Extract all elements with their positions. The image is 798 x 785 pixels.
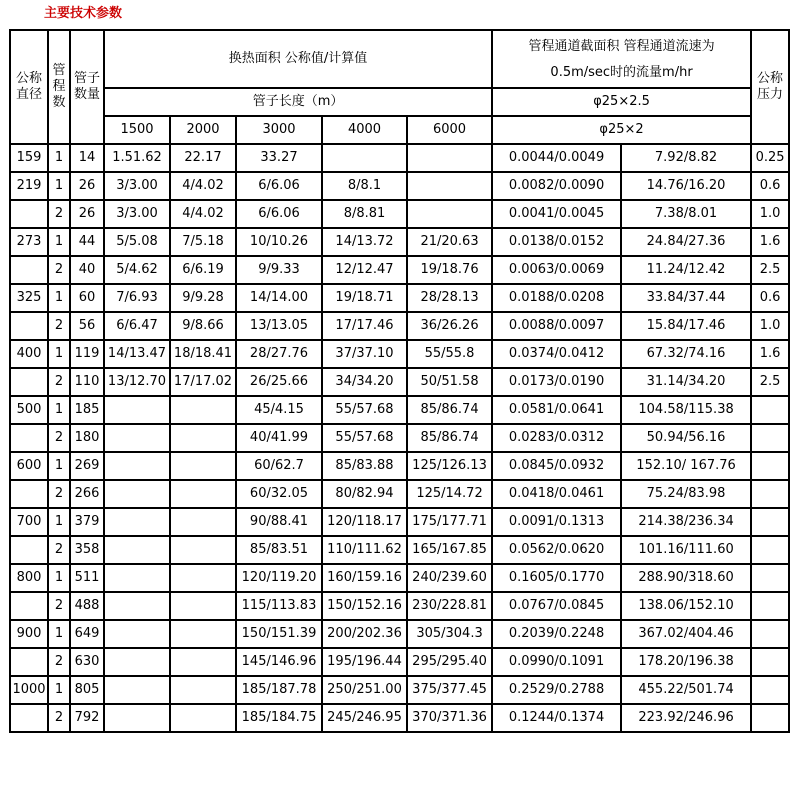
cell-area-2000 [170, 704, 236, 732]
cell-nominal-pressure: 1.6 [751, 340, 789, 368]
cell-flow-rate: 50.94/56.16 [621, 424, 751, 452]
cell-area-4000: 200/202.36 [322, 620, 407, 648]
cell-nominal-pressure: 1.6 [751, 228, 789, 256]
cell-area-1500 [104, 480, 170, 508]
cell-nominal-diameter: 159 [10, 144, 48, 172]
cell-area-2000 [170, 424, 236, 452]
cell-nominal-diameter [10, 200, 48, 228]
cell-nominal-pressure: 0.25 [751, 144, 789, 172]
cell-nominal-diameter: 400 [10, 340, 48, 368]
table-row [10, 340, 789, 368]
cell-area-4000: 150/152.16 [322, 592, 407, 620]
cell-section-area: 0.0044/0.0049 [492, 144, 621, 172]
cell-tube-passes: 1 [48, 172, 70, 200]
cell-tube-passes: 1 [48, 564, 70, 592]
cell-area-6000: 305/304.3 [407, 620, 492, 648]
table-row [10, 564, 789, 592]
cell-section-area: 0.0082/0.0090 [492, 172, 621, 200]
cell-nominal-diameter: 700 [10, 508, 48, 536]
cell-flow-rate: 455.22/501.74 [621, 676, 751, 704]
cell-area-2000 [170, 508, 236, 536]
cell-tube-count: 44 [70, 228, 104, 256]
table-row [10, 312, 789, 340]
cell-tube-passes: 1 [48, 228, 70, 256]
table-row [10, 480, 789, 508]
table-row [10, 424, 789, 452]
cell-area-2000 [170, 452, 236, 480]
cell-flow-rate: 152.10/ 167.76 [621, 452, 751, 480]
cell-area-4000: 85/83.88 [322, 452, 407, 480]
header-tube-passes: 管程数 [48, 30, 70, 144]
cell-area-3000: 145/146.96 [236, 648, 322, 676]
header-flow [492, 30, 751, 88]
cell-area-3000: 150/151.39 [236, 620, 322, 648]
table-row [10, 620, 789, 648]
cell-area-6000: 230/228.81 [407, 592, 492, 620]
cell-section-area: 0.2039/0.2248 [492, 620, 621, 648]
cell-nominal-diameter [10, 368, 48, 396]
cell-flow-rate: 223.92/246.96 [621, 704, 751, 732]
table-row [10, 592, 789, 620]
cell-tube-passes: 1 [48, 452, 70, 480]
cell-area-3000: 14/14.00 [236, 284, 322, 312]
cell-tube-count: 805 [70, 676, 104, 704]
cell-section-area: 0.0990/0.1091 [492, 648, 621, 676]
cell-area-3000: 40/41.99 [236, 424, 322, 452]
cell-area-6000: 165/167.85 [407, 536, 492, 564]
cell-nominal-diameter [10, 648, 48, 676]
cell-area-4000: 80/82.94 [322, 480, 407, 508]
cell-nominal-pressure [751, 424, 789, 452]
cell-flow-rate: 138.06/152.10 [621, 592, 751, 620]
cell-section-area: 0.0767/0.0845 [492, 592, 621, 620]
cell-tube-passes: 1 [48, 396, 70, 424]
cell-section-area: 0.0418/0.0461 [492, 480, 621, 508]
cell-area-3000: 185/187.78 [236, 676, 322, 704]
cell-area-3000: 45/4.15 [236, 396, 322, 424]
table-row [10, 704, 789, 732]
cell-area-4000: 120/118.17 [322, 508, 407, 536]
cell-nominal-diameter: 325 [10, 284, 48, 312]
cell-flow-rate: 14.76/16.20 [621, 172, 751, 200]
header-flow-line1: 管程通道截面积 管程通道流速为 [528, 39, 715, 54]
cell-area-6000 [407, 172, 492, 200]
cell-area-6000: 85/86.74 [407, 424, 492, 452]
cell-area-4000: 14/13.72 [322, 228, 407, 256]
cell-area-1500 [104, 508, 170, 536]
cell-tube-passes: 2 [48, 312, 70, 340]
cell-nominal-diameter [10, 480, 48, 508]
cell-area-6000: 21/20.63 [407, 228, 492, 256]
cell-area-1500: 3/3.00 [104, 200, 170, 228]
cell-tube-count: 26 [70, 172, 104, 200]
cell-area-1500 [104, 648, 170, 676]
cell-area-6000: 295/295.40 [407, 648, 492, 676]
cell-area-6000: 28/28.13 [407, 284, 492, 312]
cell-area-2000: 22.17 [170, 144, 236, 172]
header-heat-area: 换热面积 公称值/计算值 [104, 30, 492, 88]
cell-flow-rate: 24.84/27.36 [621, 228, 751, 256]
cell-area-6000: 375/377.45 [407, 676, 492, 704]
cell-tube-count: 358 [70, 536, 104, 564]
cell-nominal-pressure [751, 536, 789, 564]
cell-area-1500 [104, 452, 170, 480]
cell-nominal-pressure [751, 508, 789, 536]
table-row [10, 508, 789, 536]
cell-flow-rate: 104.58/115.38 [621, 396, 751, 424]
cell-area-1500: 7/6.93 [104, 284, 170, 312]
cell-nominal-diameter [10, 592, 48, 620]
cell-area-4000: 110/111.62 [322, 536, 407, 564]
cell-nominal-diameter: 219 [10, 172, 48, 200]
table-row [10, 676, 789, 704]
cell-nominal-pressure: 2.5 [751, 368, 789, 396]
cell-nominal-pressure [751, 676, 789, 704]
cell-nominal-pressure: 0.6 [751, 284, 789, 312]
cell-area-4000: 34/34.20 [322, 368, 407, 396]
cell-section-area: 0.0562/0.0620 [492, 536, 621, 564]
cell-flow-rate: 33.84/37.44 [621, 284, 751, 312]
cell-nominal-pressure [751, 592, 789, 620]
cell-area-2000 [170, 564, 236, 592]
cell-tube-count: 26 [70, 200, 104, 228]
cell-section-area: 0.0138/0.0152 [492, 228, 621, 256]
cell-nominal-pressure: 1.0 [751, 312, 789, 340]
cell-tube-passes: 2 [48, 592, 70, 620]
cell-area-1500 [104, 592, 170, 620]
cell-area-6000: 55/55.8 [407, 340, 492, 368]
cell-area-4000: 8/8.81 [322, 200, 407, 228]
cell-area-2000: 4/4.02 [170, 200, 236, 228]
cell-area-2000: 7/5.18 [170, 228, 236, 256]
header-nominal-diameter: 公称直径 [10, 30, 48, 144]
cell-area-3000: 120/119.20 [236, 564, 322, 592]
cell-flow-rate: 15.84/17.46 [621, 312, 751, 340]
cell-tube-count: 185 [70, 396, 104, 424]
cell-area-1500 [104, 396, 170, 424]
header-length-2000: 2000 [170, 116, 236, 144]
cell-nominal-diameter: 273 [10, 228, 48, 256]
cell-area-2000: 4/4.02 [170, 172, 236, 200]
header-spec-b: φ25×2 [492, 116, 751, 144]
table-body [10, 144, 789, 732]
cell-nominal-pressure [751, 452, 789, 480]
cell-area-6000: 125/14.72 [407, 480, 492, 508]
cell-area-2000: 9/8.66 [170, 312, 236, 340]
cell-tube-passes: 2 [48, 424, 70, 452]
cell-tube-passes: 1 [48, 144, 70, 172]
cell-section-area: 0.0374/0.0412 [492, 340, 621, 368]
cell-area-1500 [104, 704, 170, 732]
cell-area-1500 [104, 620, 170, 648]
cell-tube-passes: 2 [48, 200, 70, 228]
cell-section-area: 0.0088/0.0097 [492, 312, 621, 340]
cell-nominal-pressure [751, 564, 789, 592]
cell-tube-passes: 2 [48, 536, 70, 564]
cell-tube-count: 266 [70, 480, 104, 508]
cell-area-6000: 370/371.36 [407, 704, 492, 732]
cell-section-area: 0.0283/0.0312 [492, 424, 621, 452]
cell-area-1500: 3/3.00 [104, 172, 170, 200]
cell-tube-count: 649 [70, 620, 104, 648]
cell-area-2000: 9/9.28 [170, 284, 236, 312]
cell-tube-passes: 2 [48, 480, 70, 508]
cell-area-3000: 26/25.66 [236, 368, 322, 396]
cell-nominal-pressure: 1.0 [751, 200, 789, 228]
cell-nominal-diameter: 500 [10, 396, 48, 424]
cell-area-1500 [104, 536, 170, 564]
cell-flow-rate: 214.38/236.34 [621, 508, 751, 536]
cell-area-1500: 5/4.62 [104, 256, 170, 284]
cell-flow-rate: 31.14/34.20 [621, 368, 751, 396]
table-row [10, 536, 789, 564]
cell-section-area: 0.1605/0.1770 [492, 564, 621, 592]
cell-area-6000: 19/18.76 [407, 256, 492, 284]
cell-area-3000: 13/13.05 [236, 312, 322, 340]
cell-tube-count: 630 [70, 648, 104, 676]
cell-flow-rate: 67.32/74.16 [621, 340, 751, 368]
table-row [10, 396, 789, 424]
cell-area-3000: 9/9.33 [236, 256, 322, 284]
cell-flow-rate: 178.20/196.38 [621, 648, 751, 676]
cell-tube-count: 180 [70, 424, 104, 452]
cell-tube-count: 269 [70, 452, 104, 480]
cell-nominal-diameter [10, 704, 48, 732]
cell-section-area: 0.0041/0.0045 [492, 200, 621, 228]
cell-tube-passes: 1 [48, 340, 70, 368]
cell-nominal-diameter [10, 312, 48, 340]
cell-area-1500: 13/12.70 [104, 368, 170, 396]
cell-tube-passes: 1 [48, 676, 70, 704]
cell-area-4000 [322, 144, 407, 172]
cell-nominal-pressure [751, 620, 789, 648]
cell-section-area: 0.2529/0.2788 [492, 676, 621, 704]
cell-area-3000: 33.27 [236, 144, 322, 172]
cell-area-3000: 6/6.06 [236, 172, 322, 200]
cell-tube-passes: 1 [48, 508, 70, 536]
header-tube-count: 管子数量 [70, 30, 104, 144]
cell-nominal-diameter [10, 256, 48, 284]
header-length-1500: 1500 [104, 116, 170, 144]
cell-nominal-pressure [751, 704, 789, 732]
cell-area-1500 [104, 564, 170, 592]
cell-area-4000: 17/17.46 [322, 312, 407, 340]
header-tube-length: 管子长度（m） [104, 88, 492, 116]
cell-tube-count: 110 [70, 368, 104, 396]
cell-area-6000: 125/126.13 [407, 452, 492, 480]
cell-area-1500: 14/13.47 [104, 340, 170, 368]
cell-area-2000 [170, 676, 236, 704]
cell-tube-passes: 2 [48, 704, 70, 732]
cell-tube-count: 40 [70, 256, 104, 284]
cell-area-2000 [170, 648, 236, 676]
cell-flow-rate: 288.90/318.60 [621, 564, 751, 592]
cell-nominal-diameter: 900 [10, 620, 48, 648]
cell-nominal-diameter [10, 424, 48, 452]
cell-flow-rate: 75.24/83.98 [621, 480, 751, 508]
cell-nominal-diameter: 800 [10, 564, 48, 592]
cell-tube-count: 488 [70, 592, 104, 620]
header-flow-line2: 0.5m/sec时的流量m/hr [550, 65, 693, 80]
cell-area-2000 [170, 480, 236, 508]
tech-params-table [9, 29, 790, 733]
cell-tube-passes: 2 [48, 648, 70, 676]
cell-area-1500 [104, 424, 170, 452]
cell-area-2000 [170, 620, 236, 648]
cell-tube-count: 56 [70, 312, 104, 340]
cell-tube-count: 511 [70, 564, 104, 592]
cell-nominal-diameter [10, 536, 48, 564]
cell-area-3000: 115/113.83 [236, 592, 322, 620]
cell-area-4000: 55/57.68 [322, 424, 407, 452]
cell-section-area: 0.0173/0.0190 [492, 368, 621, 396]
cell-area-3000: 6/6.06 [236, 200, 322, 228]
cell-section-area: 0.0581/0.0641 [492, 396, 621, 424]
cell-area-6000: 175/177.71 [407, 508, 492, 536]
cell-area-4000: 37/37.10 [322, 340, 407, 368]
table-row [10, 200, 789, 228]
cell-nominal-diameter: 1000 [10, 676, 48, 704]
cell-section-area: 0.0063/0.0069 [492, 256, 621, 284]
cell-section-area: 0.1244/0.1374 [492, 704, 621, 732]
cell-tube-count: 379 [70, 508, 104, 536]
page-title: 主要技术参数 [44, 6, 123, 21]
cell-tube-passes: 2 [48, 368, 70, 396]
cell-area-6000 [407, 144, 492, 172]
cell-tube-count: 14 [70, 144, 104, 172]
table-row [10, 452, 789, 480]
cell-area-6000: 36/26.26 [407, 312, 492, 340]
cell-area-3000: 85/83.51 [236, 536, 322, 564]
cell-area-3000: 90/88.41 [236, 508, 322, 536]
cell-area-2000: 17/17.02 [170, 368, 236, 396]
cell-tube-count: 792 [70, 704, 104, 732]
table-row [10, 172, 789, 200]
cell-area-3000: 60/62.7 [236, 452, 322, 480]
cell-area-3000: 60/32.05 [236, 480, 322, 508]
cell-nominal-pressure [751, 396, 789, 424]
table-row [10, 284, 789, 312]
cell-area-2000: 6/6.19 [170, 256, 236, 284]
cell-area-2000: 18/18.41 [170, 340, 236, 368]
header-length-3000: 3000 [236, 116, 322, 144]
header-nominal-pressure: 公称压力 [751, 30, 789, 144]
cell-nominal-pressure [751, 480, 789, 508]
table-row [10, 256, 789, 284]
cell-nominal-pressure: 2.5 [751, 256, 789, 284]
cell-tube-passes: 1 [48, 284, 70, 312]
header-length-6000: 6000 [407, 116, 492, 144]
cell-area-1500: 6/6.47 [104, 312, 170, 340]
cell-flow-rate: 7.92/8.82 [621, 144, 751, 172]
cell-section-area: 0.0091/0.1313 [492, 508, 621, 536]
cell-area-2000 [170, 536, 236, 564]
cell-area-6000 [407, 200, 492, 228]
cell-flow-rate: 101.16/111.60 [621, 536, 751, 564]
cell-tube-passes: 1 [48, 620, 70, 648]
cell-section-area: 0.0845/0.0932 [492, 452, 621, 480]
cell-tube-count: 60 [70, 284, 104, 312]
cell-area-2000 [170, 592, 236, 620]
cell-area-6000: 240/239.60 [407, 564, 492, 592]
cell-tube-passes: 2 [48, 256, 70, 284]
cell-tube-count: 119 [70, 340, 104, 368]
cell-area-1500: 1.51.62 [104, 144, 170, 172]
cell-area-4000: 160/159.16 [322, 564, 407, 592]
table-row [10, 368, 789, 396]
cell-area-2000 [170, 396, 236, 424]
cell-section-area: 0.0188/0.0208 [492, 284, 621, 312]
cell-area-1500: 5/5.08 [104, 228, 170, 256]
table-row [10, 228, 789, 256]
cell-area-4000: 195/196.44 [322, 648, 407, 676]
cell-area-4000: 250/251.00 [322, 676, 407, 704]
cell-area-4000: 55/57.68 [322, 396, 407, 424]
table-row [10, 648, 789, 676]
cell-area-4000: 19/18.71 [322, 284, 407, 312]
cell-flow-rate: 11.24/12.42 [621, 256, 751, 284]
cell-area-6000: 85/86.74 [407, 396, 492, 424]
cell-area-3000: 10/10.26 [236, 228, 322, 256]
cell-flow-rate: 367.02/404.46 [621, 620, 751, 648]
cell-area-4000: 8/8.1 [322, 172, 407, 200]
cell-area-4000: 12/12.47 [322, 256, 407, 284]
cell-area-6000: 50/51.58 [407, 368, 492, 396]
table-row [10, 144, 789, 172]
cell-area-3000: 185/184.75 [236, 704, 322, 732]
cell-area-4000: 245/246.95 [322, 704, 407, 732]
header-length-4000: 4000 [322, 116, 407, 144]
cell-flow-rate: 7.38/8.01 [621, 200, 751, 228]
cell-nominal-pressure: 0.6 [751, 172, 789, 200]
cell-area-3000: 28/27.76 [236, 340, 322, 368]
cell-nominal-diameter: 600 [10, 452, 48, 480]
cell-area-1500 [104, 676, 170, 704]
header-spec-a: φ25×2.5 [492, 88, 751, 116]
cell-nominal-pressure [751, 648, 789, 676]
